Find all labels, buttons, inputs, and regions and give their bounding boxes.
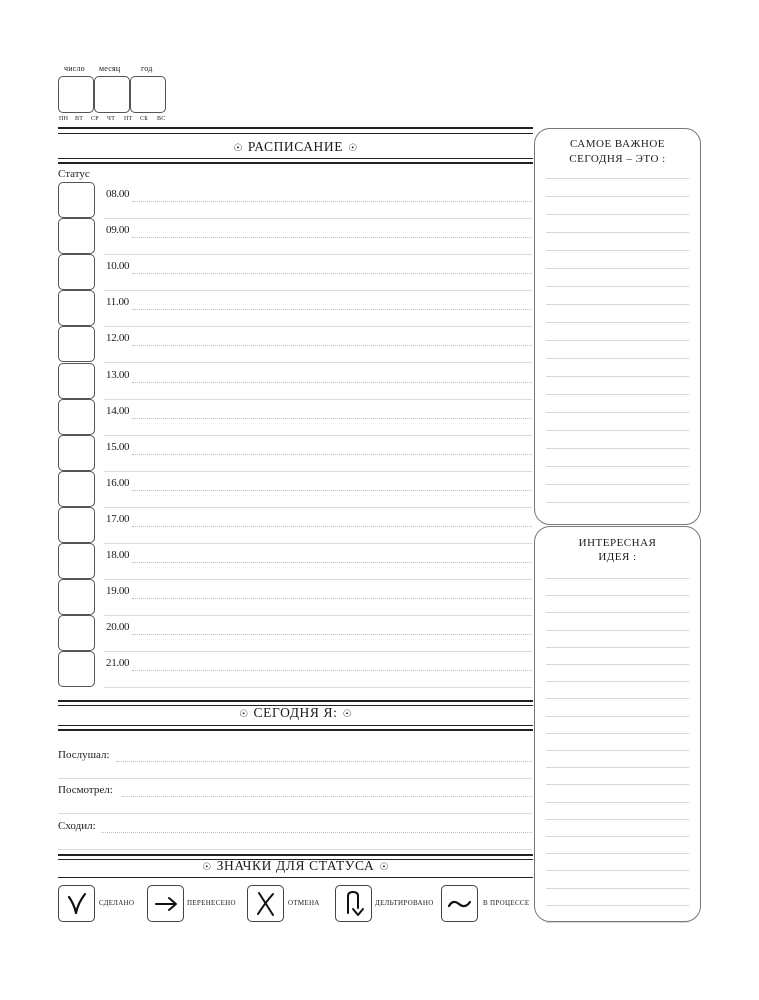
weekday-sun[interactable]: ВС	[157, 116, 166, 122]
row-divider	[104, 471, 532, 472]
swirl-icon: ☉	[238, 709, 249, 720]
weekday-wed[interactable]: СР	[91, 116, 99, 122]
status-checkbox[interactable]	[58, 363, 95, 399]
ruled-line	[546, 322, 689, 323]
legend-cancel-label: ОТМЕНА	[288, 899, 320, 907]
status-checkbox[interactable]	[58, 615, 95, 651]
row-divider	[104, 362, 532, 363]
schedule-entry-line[interactable]	[132, 634, 532, 635]
month-label: месяц	[99, 64, 121, 73]
time-label: 19.00	[106, 585, 130, 598]
status-checkbox[interactable]	[58, 543, 95, 579]
schedule-entry-line[interactable]	[132, 309, 532, 310]
ruled-line	[546, 647, 689, 648]
schedule-entry-line[interactable]	[132, 345, 532, 346]
weekday-mon[interactable]: ПН	[59, 116, 69, 122]
ruled-line	[546, 250, 689, 251]
cross-x-icon	[248, 886, 283, 921]
divider	[58, 162, 533, 164]
divider	[58, 778, 532, 779]
ruled-line	[546, 430, 689, 431]
ruled-line	[546, 802, 689, 803]
ruled-line	[546, 448, 689, 449]
time-label: 09.00	[106, 224, 130, 237]
schedule-entry-line[interactable]	[132, 237, 532, 238]
time-label: 20.00	[106, 621, 130, 634]
ruled-line	[546, 376, 689, 377]
divider	[58, 877, 533, 878]
ruled-line	[546, 304, 689, 305]
listened-label: Послушал:	[58, 749, 110, 761]
ruled-line	[546, 733, 689, 734]
ruled-line	[546, 340, 689, 341]
row-divider	[104, 507, 532, 508]
tilde-icon	[442, 886, 477, 921]
status-checkbox[interactable]	[58, 435, 95, 471]
ruled-line	[546, 214, 689, 215]
visited-line[interactable]	[101, 832, 532, 833]
divider	[58, 854, 533, 856]
ruled-line	[546, 578, 689, 579]
row-divider	[104, 218, 532, 219]
status-checkbox[interactable]	[58, 218, 95, 254]
row-divider	[104, 543, 532, 544]
schedule-entry-line[interactable]	[132, 454, 532, 455]
ruled-line	[546, 750, 689, 751]
time-label: 10.00	[106, 260, 130, 273]
legend-done-label: СДЕЛАНО	[99, 899, 135, 907]
row-divider	[104, 687, 532, 688]
ruled-line	[546, 784, 689, 785]
delegate-hook-icon	[336, 886, 371, 921]
ruled-line	[546, 394, 689, 395]
divider	[58, 127, 533, 129]
listened-line[interactable]	[116, 761, 532, 762]
row-divider	[104, 615, 532, 616]
ruled-line	[546, 836, 689, 837]
time-label: 13.00	[106, 368, 130, 381]
time-label: 17.00	[106, 512, 130, 525]
ruled-line	[546, 466, 689, 467]
status-checkbox[interactable]	[58, 399, 95, 435]
row-divider	[104, 399, 532, 400]
divider	[58, 700, 533, 702]
idea-title-line2: ИДЕЯ :	[598, 551, 637, 563]
schedule-entry-line[interactable]	[132, 670, 532, 671]
ruled-line	[546, 232, 689, 233]
idea-panel	[534, 526, 701, 922]
divider	[58, 725, 533, 726]
legend-moved-box	[147, 885, 184, 922]
schedule-entry-line[interactable]	[132, 490, 532, 491]
day-label: число	[64, 64, 85, 73]
legend-done-box	[58, 885, 95, 922]
divider	[58, 133, 533, 134]
swirl-icon: ☉	[342, 709, 353, 720]
today-title: ☉ СЕГОДНЯ Я: ☉	[238, 705, 353, 720]
day-field[interactable]	[58, 76, 94, 113]
ruled-line	[546, 630, 689, 631]
schedule-entry-line[interactable]	[132, 418, 532, 419]
divider	[58, 813, 532, 814]
ruled-line	[546, 664, 689, 665]
ruled-line	[546, 716, 689, 717]
ruled-line	[546, 178, 689, 179]
visited-label: Сходил:	[58, 820, 96, 832]
ruled-line	[546, 612, 689, 613]
legend-cancel-box	[247, 885, 284, 922]
legend-progress-box	[441, 885, 478, 922]
schedule-entry-line[interactable]	[132, 598, 532, 599]
schedule-entry-line[interactable]	[132, 382, 532, 383]
row-divider	[104, 326, 532, 327]
schedule-entry-line[interactable]	[132, 273, 532, 274]
row-divider	[104, 254, 532, 255]
status-checkbox[interactable]	[58, 579, 95, 615]
time-label: 15.00	[106, 440, 130, 453]
swirl-icon: ☉	[202, 862, 212, 873]
weekday-thu[interactable]: ЧТ	[107, 116, 116, 122]
watched-label: Посмотрел:	[58, 784, 113, 796]
time-label: 12.00	[106, 332, 130, 345]
legend-moved-label: ПЕРЕНЕСЕНО	[187, 899, 236, 907]
status-checkbox[interactable]	[58, 182, 95, 218]
schedule-entry-line[interactable]	[132, 201, 532, 202]
schedule-title: ☉ РАСПИСАНИЕ ☉	[233, 139, 358, 154]
ruled-line	[546, 595, 689, 596]
time-label: 21.00	[106, 657, 130, 670]
legend-delegated-label: ДЕЛЬТИРОВАНО	[375, 899, 434, 907]
status-checkbox[interactable]	[58, 651, 95, 687]
year-field[interactable]	[130, 76, 166, 113]
divider	[58, 158, 533, 159]
ruled-line	[546, 905, 689, 906]
legend-delegated-box	[335, 885, 372, 922]
row-divider	[104, 579, 532, 580]
weekday-fri[interactable]: ПТ	[124, 116, 133, 122]
time-label: 14.00	[106, 404, 130, 417]
swirl-icon: ☉	[233, 143, 243, 154]
divider	[58, 849, 532, 850]
row-divider	[104, 651, 532, 652]
legend-title: ☉ ЗНАЧКИ ДЛЯ СТАТУСА ☉	[202, 858, 389, 873]
schedule-entry-line[interactable]	[132, 526, 532, 527]
swirl-icon: ☉	[379, 862, 389, 873]
ruled-line	[546, 484, 689, 485]
important-panel	[534, 128, 701, 525]
time-label: 18.00	[106, 549, 130, 561]
watched-line[interactable]	[122, 796, 532, 797]
time-label: 11.00	[106, 296, 129, 309]
idea-title-line1: ИНТЕРЕСНАЯ	[578, 537, 657, 549]
ruled-line	[546, 922, 689, 923]
ruled-line	[546, 358, 689, 359]
ruled-line	[546, 819, 689, 820]
status-checkbox[interactable]	[58, 507, 95, 543]
ruled-line	[546, 502, 689, 503]
check-v-icon	[59, 886, 94, 921]
ruled-line	[546, 286, 689, 287]
ruled-line	[546, 853, 689, 854]
ruled-line	[546, 870, 689, 871]
divider	[58, 729, 533, 731]
swirl-icon: ☉	[348, 143, 358, 154]
status-checkbox[interactable]	[58, 326, 95, 362]
row-divider	[104, 435, 532, 436]
important-title-line2: СЕГОДНЯ – ЭТО :	[569, 153, 666, 165]
important-title-line1: САМОЕ ВАЖНОЕ	[570, 138, 665, 150]
year-label: год	[141, 64, 153, 73]
legend-progress-label: В ПРОЦЕССЕ	[483, 899, 530, 907]
ruled-line	[546, 412, 689, 413]
ruled-line	[546, 767, 689, 768]
time-label: 16.00	[106, 476, 130, 489]
row-divider	[104, 290, 532, 291]
status-column-label: Статус	[58, 168, 90, 180]
ruled-line	[546, 268, 689, 269]
arrow-right-icon	[148, 886, 183, 921]
ruled-line	[546, 888, 689, 889]
schedule-entry-line[interactable]	[132, 562, 532, 563]
time-label: 08.00	[106, 188, 130, 200]
ruled-line	[546, 681, 689, 682]
status-checkbox[interactable]	[58, 290, 95, 326]
ruled-line	[546, 196, 689, 197]
ruled-line	[546, 698, 689, 699]
weekday-tue[interactable]: ВТ	[75, 116, 84, 122]
status-checkbox[interactable]	[58, 471, 95, 507]
weekday-sat[interactable]: СБ	[140, 116, 149, 122]
status-checkbox[interactable]	[58, 254, 95, 290]
month-field[interactable]	[94, 76, 130, 113]
